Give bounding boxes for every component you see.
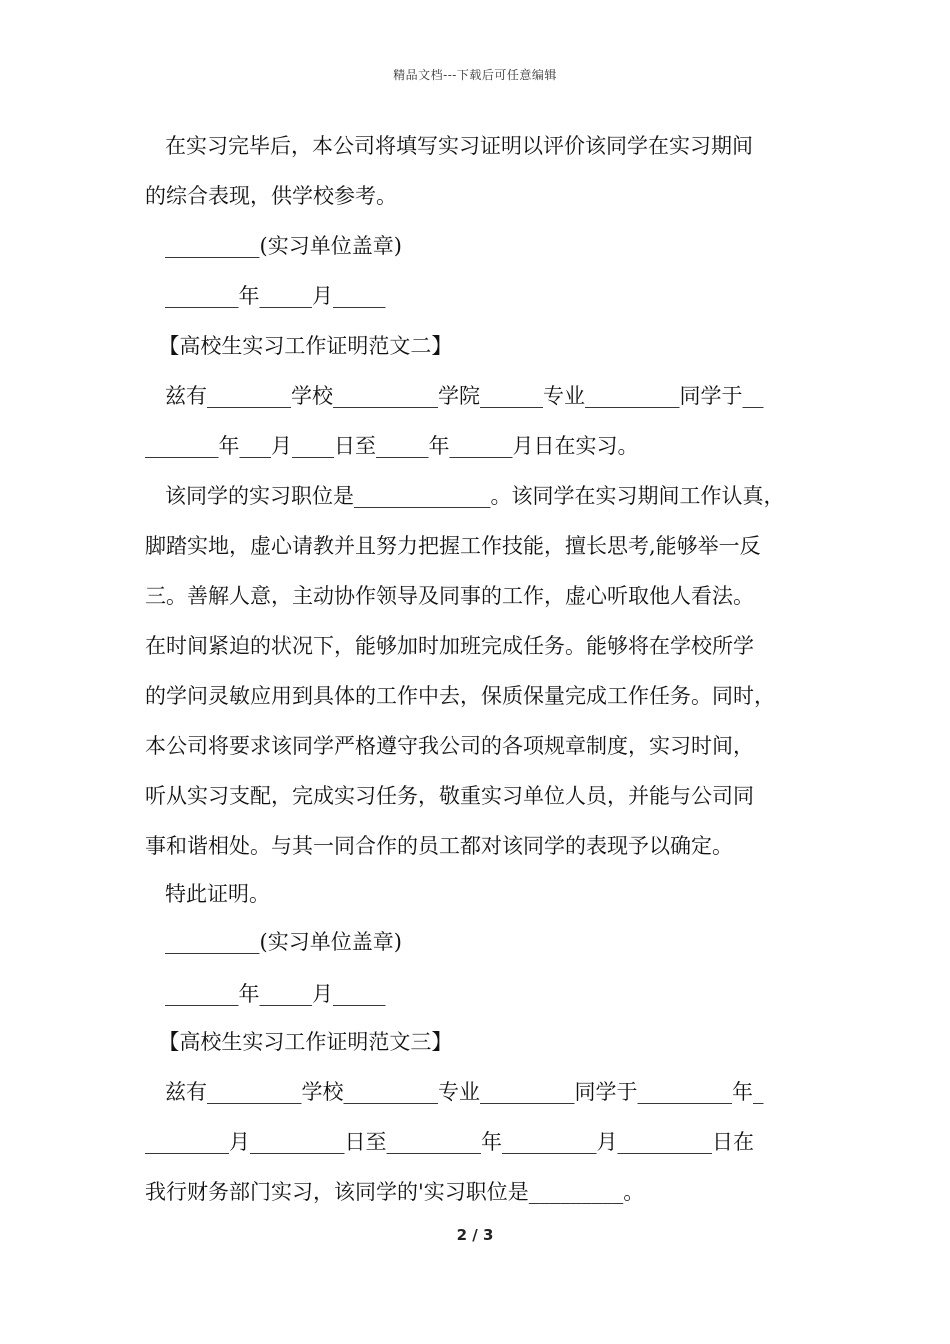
paragraph-line: 该同学的实习职位是_____________。该同学在实习期间工作认真， bbox=[145, 484, 785, 508]
date-line: _______年_____月_____ bbox=[145, 284, 386, 308]
paragraph-line: 兹有________学校__________学院______专业_________同学于__ bbox=[145, 384, 764, 408]
paragraph-line: 听从实习支配，完成实习任务，敬重实习单位人员，并能与公司同 bbox=[145, 784, 754, 808]
paragraph-line: 三。善解人意，主动协作领导及同事的工作，虚心听取他人看法。 bbox=[145, 584, 754, 608]
paragraph-line: 在时间紧迫的状况下，能够加时加班完成任务。能够将在学校所学 bbox=[145, 634, 754, 658]
paragraph-line: 特此证明。 bbox=[145, 882, 271, 906]
paragraph-line: 的综合表现，供学校参考。 bbox=[145, 184, 397, 208]
seal-signature-line: _________(实习单位盖章) bbox=[145, 234, 402, 258]
section-heading: 【高校生实习工作证明范文二】 bbox=[145, 334, 453, 358]
paragraph-line: 兹有_________学校_________专业_________同学于_________年_ bbox=[145, 1080, 764, 1104]
paragraph-line: _______年___月____日至_____年______月日在实习。 bbox=[145, 434, 639, 458]
paragraph-line: 脚踏实地，虚心请教并且努力把握工作技能，擅长思考,能够举一反 bbox=[145, 534, 761, 558]
paragraph-line: 的学问灵敏应用到具体的工作中去，保质保量完成工作任务。同时， bbox=[145, 684, 775, 708]
section-heading: 【高校生实习工作证明范文三】 bbox=[145, 1030, 453, 1054]
paragraph-line: 在实习完毕后，本公司将填写实习证明以评价该同学在实习期间 bbox=[145, 134, 754, 158]
paragraph-line: 事和谐相处。与其一同合作的员工都对该同学的表现予以确定。 bbox=[145, 834, 733, 858]
page-header: 精品文档---下载后可任意编辑 bbox=[393, 68, 557, 82]
paragraph-line: 本公司将要求该同学严格遵守我公司的各项规章制度，实习时间， bbox=[145, 734, 754, 758]
page-number: 2 / 3 bbox=[456, 1226, 494, 1244]
paragraph-line: ________月_________日至_________年_________月_________日在 bbox=[145, 1130, 754, 1154]
paragraph-line: 我行财务部门实习，该同学的'实习职位是_________。 bbox=[145, 1180, 645, 1204]
date-line: _______年_____月_____ bbox=[145, 982, 386, 1006]
seal-signature-line: _________(实习单位盖章) bbox=[145, 930, 402, 954]
